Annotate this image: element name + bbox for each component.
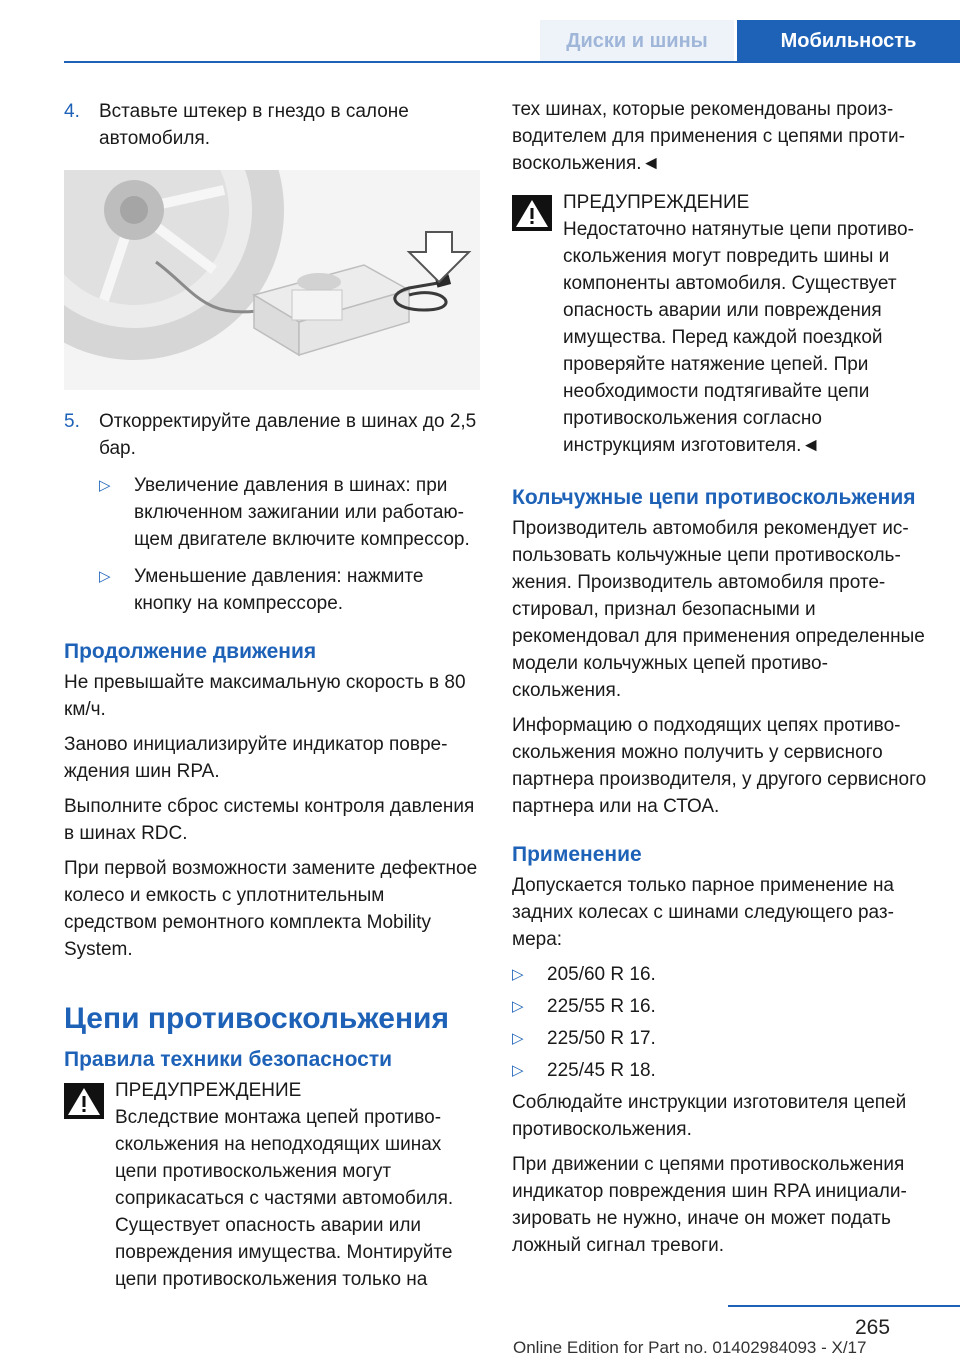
heading-chain-type: Кольчужные цепи противоскольжения xyxy=(512,486,916,509)
triangle-bullet-icon: ▷ xyxy=(99,477,111,494)
paragraph: тех шинах, которые рекомендованы производителем для применения с цепями противоскольжения.◄ xyxy=(512,99,905,174)
triangle-bullet-icon: ▷ xyxy=(512,998,524,1015)
warning-block xyxy=(512,189,928,216)
paragraph: Информацию о подходящих цепях противоскольжения можно получить у сервисного партнера производителя, у другого сервисного партнера или на СТОА. xyxy=(512,715,927,817)
tire-size: 225/45 R 18. xyxy=(547,1060,656,1081)
warning-title: ПРЕДУПРЕЖДЕНИЕ xyxy=(563,192,750,213)
warning-block xyxy=(64,1077,480,1104)
list-item xyxy=(512,1057,928,1084)
list-item xyxy=(512,1025,928,1052)
heading-continue-driving: Продолжение движения xyxy=(64,640,317,663)
warning-text-block xyxy=(512,216,928,459)
step-text: Вставьте штекер в гнездо в салоне автомобиля. xyxy=(99,101,409,149)
paragraph: Соблюдайте инструкции изготовителя цепей противоскольжения. xyxy=(512,1092,907,1140)
paragraph: Допускается только парное применение на задних колесах с шинами следующего размера: xyxy=(512,875,895,950)
step-4 xyxy=(64,98,480,152)
compressor-illustration xyxy=(64,170,480,390)
list-item xyxy=(512,993,928,1020)
down-arrow-icon xyxy=(409,232,469,282)
sub-item-decrease xyxy=(99,563,480,617)
triangle-bullet-icon: ▷ xyxy=(512,1062,524,1079)
triangle-bullet-icon: ▷ xyxy=(512,1030,524,1047)
paragraph: Заново инициализируйте индикатор повреждения шин RPA. xyxy=(64,734,448,782)
compressor-drawing xyxy=(64,170,480,390)
tire-size: 225/55 R 16. xyxy=(547,996,656,1017)
triangle-bullet-icon: ▷ xyxy=(512,966,524,983)
warning-text: Недостаточно натянутые цепи противоскольжения могут повредить шины и компоненты автомобиля. Существует опасность аварии или повреждения имущества. Перед каждой поездкой проверяйте натяжение цепей. При необходимости подтягивайте цепи противоскольжения согласно инструкциям изготовителя.◄ xyxy=(563,219,914,456)
paragraph: Не превышайте максимальную скорость в 80 км/ч. xyxy=(64,672,466,720)
page-number: 265 xyxy=(855,1316,891,1339)
paragraph: Выполните сброс системы контроля давления в шинах RDC. xyxy=(64,796,475,844)
warning-text-block xyxy=(64,1104,480,1293)
sub-item-increase xyxy=(99,472,480,553)
paragraph: При первой возможности замените дефектное колесо и емкость с уплотнительным средством ремонтного комплекта Mobility System. xyxy=(64,858,478,960)
step-number: 5. xyxy=(64,411,80,432)
right-column xyxy=(512,96,928,1267)
left-column xyxy=(64,98,480,1293)
edition-footer: Online Edition for Part no. 01402984093 - X/17 xyxy=(513,1338,867,1357)
list-item xyxy=(512,961,928,988)
sub-item-text: Уменьшение давления: нажмите кнопку на компрессоре. xyxy=(134,566,424,614)
tire-size: 205/60 R 16. xyxy=(547,964,656,985)
heading-snow-chains: Цепи противоскольжения xyxy=(64,1002,450,1035)
heading-application: Применение xyxy=(512,843,642,866)
header-rule xyxy=(64,61,960,63)
sub-item-text: Увеличение давления в шинах: при включенном зажигании или работающем двигателе включите компрессор. xyxy=(134,475,470,550)
tire-size: 225/50 R 17. xyxy=(547,1028,656,1049)
paragraph: При движении с цепями противоскольжения индикатор повреждения шин RPA инициализировать не нужно, иначе он может подать ложный сигнал тревоги. xyxy=(512,1154,907,1256)
paragraph: Производитель автомобиля рекомендует использовать кольчужные цепи противоскольжения. Производитель автомобиля протестировал, признал безопасными и рекомендовал для применения определенные модели кольчужных цепей противоскольжения. xyxy=(512,518,925,701)
warning-text: Вследствие монтажа цепей противоскольжения на неподходящих шинах цепи противоскольжения могут соприкасаться с частями автомобиля. Существует опасность аварии или повреждения имущества. Монтируйте цепи противоскольжения только на xyxy=(115,1107,454,1290)
triangle-bullet-icon: ▷ xyxy=(99,568,111,585)
warning-title: ПРЕДУПРЕЖДЕНИЕ xyxy=(115,1080,302,1101)
step-text: Откорректируйте давление в шинах до 2,5 бар. xyxy=(99,411,477,459)
section-tab[interactable]: Диски и шины xyxy=(540,20,734,62)
step-5 xyxy=(64,408,480,462)
step-number: 4. xyxy=(64,101,80,122)
heading-safety-rules: Правила техники безопасности xyxy=(64,1048,393,1071)
chapter-tab[interactable]: Мобильность xyxy=(737,20,960,62)
footer-rule xyxy=(728,1305,960,1307)
